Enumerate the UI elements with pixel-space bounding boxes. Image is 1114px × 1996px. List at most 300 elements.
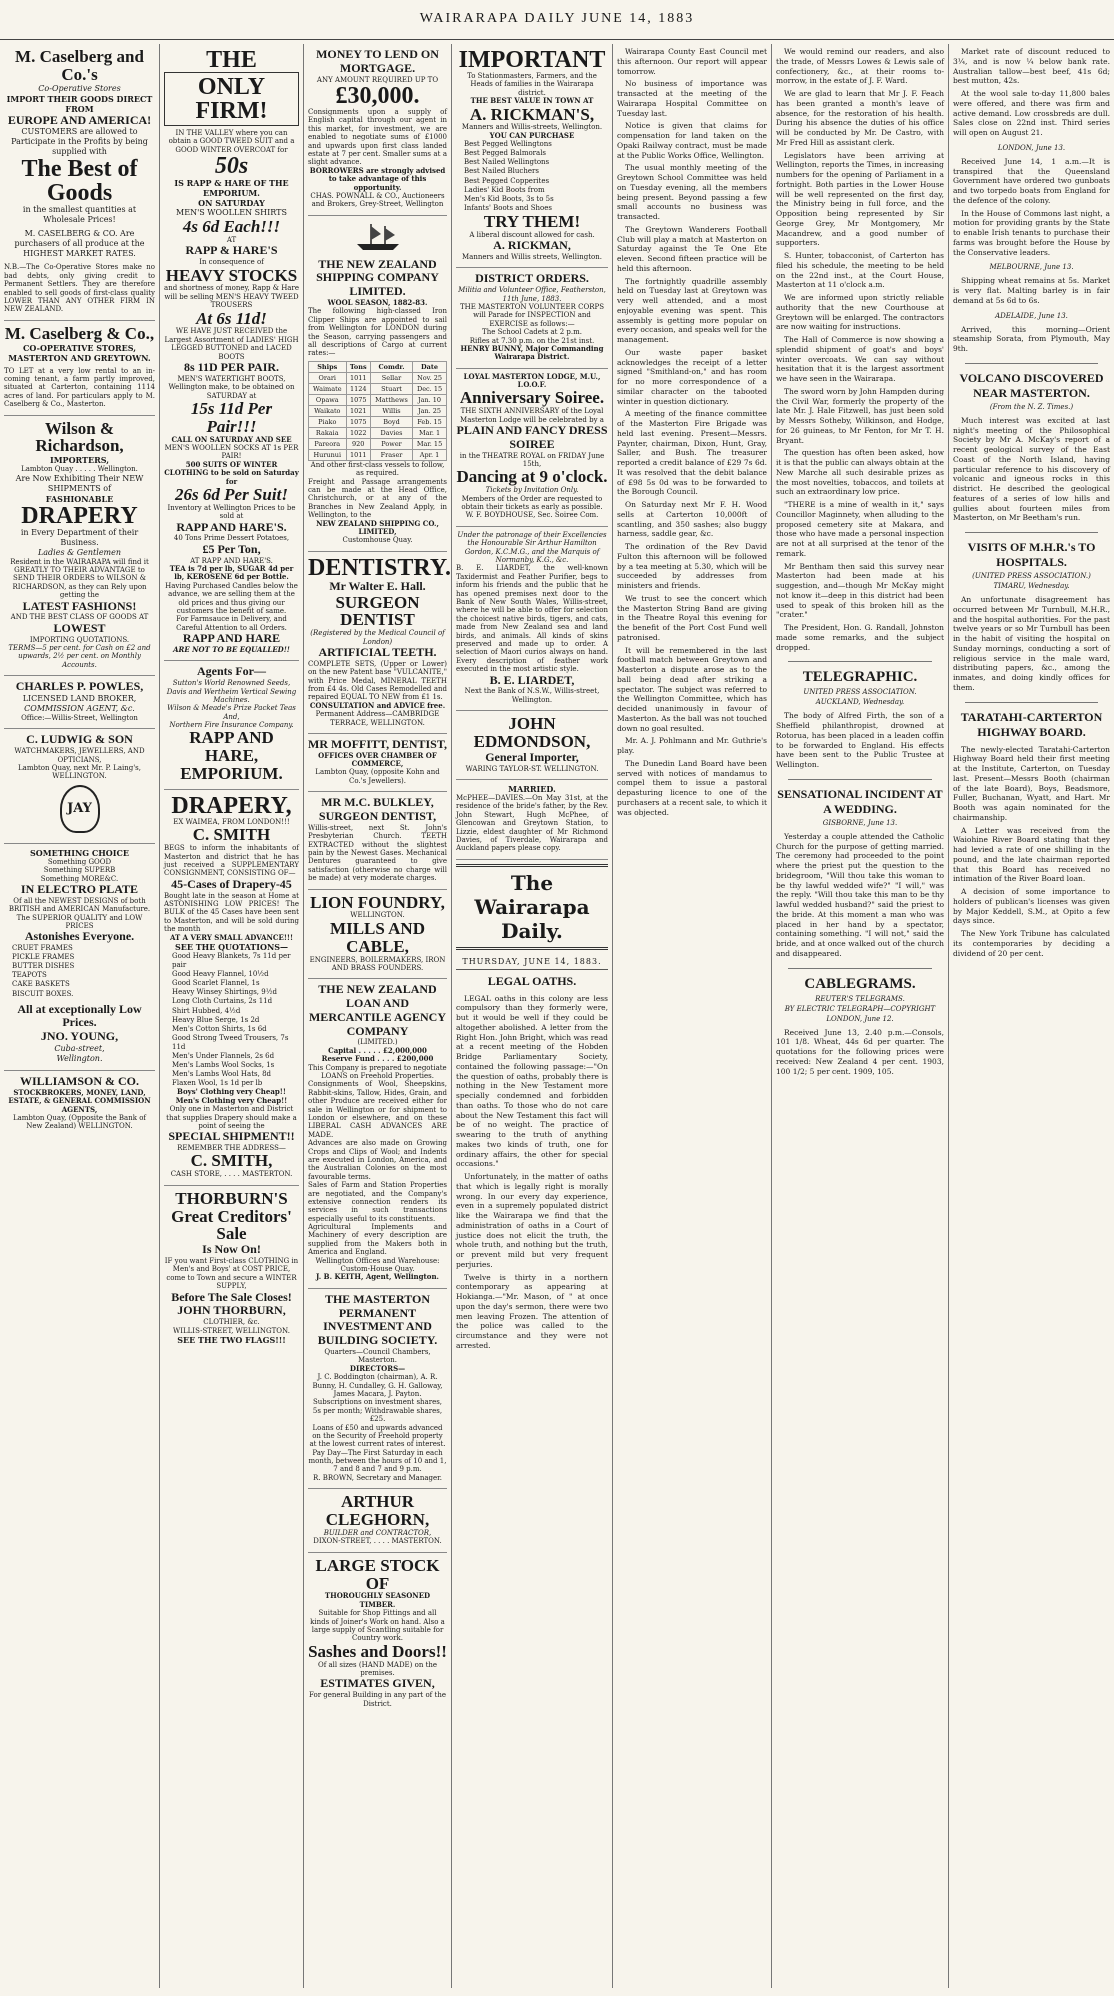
table-row <box>309 372 447 383</box>
shipping-title: THE NEW ZEALAND SHIPPING COMPANY LIMITED. <box>316 256 439 299</box>
rapp-consequence: In consequence of <box>199 258 264 267</box>
divider <box>965 532 1098 533</box>
table-cell: Power <box>370 438 412 449</box>
rapp-heavy: HEAVY STOCKS <box>165 265 298 285</box>
young-items-list <box>4 944 155 999</box>
smith-only: Only one in Masterton and District that supplies Drapery should make a point of seeing the <box>166 1105 297 1130</box>
caselberg-agents: M. CASELBERG & CO. Are purchasers of all produce at the HIGHEST MARKET RATES. <box>14 229 145 259</box>
liardet-patronage: Under the patronage of their Excellencies the Honourable Sir Arthur Hamilton Gordon, K.C.M.G., and the Marquis of Normanby, K.G., &c. <box>457 530 607 565</box>
bulkley-title: MR M.C. BULKLEY, <box>321 795 434 810</box>
table-cell: Mar. 1 <box>413 427 447 438</box>
column-2 <box>160 44 304 1988</box>
williamson-sub: STOCKBROKERS, MONEY, LAND, ESTATE, & GENERAL COMMISSION AGENTS, <box>8 1087 151 1114</box>
moffitt-addr: Lambton Quay, (opposite Kohn and Co.'s Jewellers). <box>315 768 440 785</box>
telegraphic-body-wrap <box>776 708 944 776</box>
ludwig-addr: Lambton Quay, next Mr. P. Laing's, WELLINGTON. <box>18 763 141 781</box>
caselberg2-places: MASTERTON AND GREYTOWN. <box>8 352 151 363</box>
news-paragraph: The Dunedin Land Board have been served with notices of mandamus to compel them to issue a pastoral depasturing licence to one of the purchasers at a recent sale, to which it was objected. <box>617 758 767 817</box>
thorburn-name: JOHN THORBURN, <box>177 1303 286 1318</box>
money-firm: CHAS. POWNALL & CO., Auctioneers and Brokers, Grey-Street, Wellington <box>310 191 445 209</box>
news-paragraph: We are glad to learn that Mr J. F. Feach has been granted a month's leave of absence, for the restoration of his health. During his absence the duties of his office will be conducted by Mr. De Castro, with Mr Fred Hill as assistant clerk. <box>776 89 944 147</box>
wilson-body: Resident in the WAIRARAPA will find it GREATLY TO THEIR ADVANTAGE to SEND THEIR ORDERS to WILSON & RICHARDSON, as they can Rely upon getting the <box>10 557 149 600</box>
society-loans: Loans of £50 and upwards advanced on the Security of Freehold property at the lowest current rates of interest. <box>309 1423 446 1449</box>
lodge-plain: PLAIN AND FANCY DRESS SOIREE <box>456 423 608 451</box>
moffitt-offices: OFFICES OVER CHAMBER OF COMMERCE, <box>318 750 437 769</box>
news-paragraph: Received June 14, 1 a.m.—It is transpired that the Queensland Government have ordered two gunboats and two torpedo boats from England for the defence of the colony. <box>953 156 1110 205</box>
news-paragraph: A meeting of the finance committee of the Masterton Fire Brigade was held last evening. Present—Messrs. Paynter, chairman, Dixon, Hunt, Gray, Saller, and Bush. The treasurer reported a credit balance of £29 7s 6d. It was resolved that the debit balance of £98 5s 0d was to be forwarded to the Borough Council. <box>617 409 767 497</box>
married-notice <box>456 780 608 860</box>
rickman-can: YOU CAN PURCHASE <box>489 130 575 140</box>
news-paragraph: We are informed upon strictly reliable authority that the new Courthouse at Greytown will be enlarged. The contractors are now waiting for instructions. <box>776 293 944 332</box>
legal-oaths-head: LEGAL OATHS. <box>487 973 577 988</box>
rapp-name-2: RAPP AND HARE'S. <box>176 519 287 534</box>
news-paragraph: The usual monthly meeting of the Greytown School Committee was held on Tuesday evening, all the members being present. Beyond passing a few small accounts no business was transacted. <box>617 163 767 221</box>
local-news-body <box>617 44 767 823</box>
dentistry-body: COMPLETE SETS, (Upper or Lower) on the new Patent base "VULCANITE," with Price Medal, MINERAL TEETH from £4 4s. Old Cases Remodelled and repaired EQUAL TO NEW from £1 1s. <box>308 659 447 702</box>
shipping-ad <box>308 216 447 552</box>
table-cell: Sellar <box>370 372 412 383</box>
lion-engineers: ENGINEERS, BOILERMAKERS, IRON AND BRASS FOUNDERS. <box>309 955 446 972</box>
table-cell: Willis <box>370 405 412 416</box>
bulkley-body: Willis-street, next St. John's Presbyterian Church. TEETH EXTRACTED without the slightest pain by the Newest Gases. Mechanical Dentures guaranteed to give satisfaction (otherwise no charge will be made) at very moderate charges. <box>308 823 447 883</box>
society-names: J. C. Boddington (chairman), A. R. Bunny, H. Cundalley, G. H. Galloway, James Macara, J. Payton. <box>312 1373 443 1398</box>
young-name: JNO. YOUNG, <box>40 1029 119 1044</box>
rapp-saturday: ON SATURDAY <box>198 198 265 209</box>
table-cell: Piako <box>309 416 347 427</box>
caselberg-europe: EUROPE AND AMERICA! <box>7 112 152 127</box>
cablegrams-body: Received June 13, 2.40 p.m.—Consols, 101 1/8. Wheat, 44s 6d per quarter. The quotations for the following prices were received: New Zealand 4 per cent. 1903, 100 1/2; 5 per cent. 1909, 105. <box>776 1027 944 1076</box>
news-paragraph: The question has often been asked, how it is that the public can always obtain at the New Marche all such desirable prizes as the most novelties, tobaccos, and toilets at such an extraordinary low price. <box>776 448 944 497</box>
rapp-mens-price: 15s 11d Per Pair!!! <box>190 398 273 436</box>
cablegrams-sub: REUTER'S TELEGRAMS. <box>815 994 905 1003</box>
rapp-heavy-body: and shortness of money, Rapp & Hare will be selling MEN'S HEAVY TWEED TROUSERS <box>164 284 299 310</box>
moffitt-ad <box>308 734 447 792</box>
loan-offices: Wellington Offices and Warehouse: Custom-House Quay. <box>315 1256 440 1274</box>
society-sec: R. BROWN, Secretary and Manager. <box>313 1473 442 1482</box>
dentistry-artificial: ARTIFICIAL TEETH. <box>318 644 437 659</box>
young-electro: IN ELECTRO PLATE <box>20 881 139 896</box>
taratahi-body <box>953 742 1110 965</box>
rapp-woollen: MEN'S WOOLLEN SHIRTS <box>176 208 287 218</box>
table-cell: Rakaia <box>309 427 347 438</box>
sensational-place: GISBORNE, June 13. <box>822 818 898 827</box>
telegraphic-head: TELEGRAPHIC. <box>802 669 918 686</box>
shipping-body: The following high-classed Iron Clipper Ships are appointed to sail from Wellington for LONDON during the Season, carrying passengers and all descriptions of Cargo at current rates:— <box>308 307 447 358</box>
young-good: Something GOOD <box>47 857 112 866</box>
list-item: Heavy Blue Serge, 1s 2d <box>172 1015 260 1024</box>
cablegrams-copy: BY ELECTRIC TELEGRAPH—COPYRIGHT <box>784 1004 936 1013</box>
liardet-name: B. E. LIARDET, <box>489 672 575 687</box>
table-cell: Fraser <box>370 449 412 460</box>
news-paragraph: The Hall of Commerce is now showing a splendid shipment of goat's and boys' winter overcoats. We can say without hesitation that it is the largest assortment we have seen in the Wairarapa. <box>776 335 944 383</box>
wilson-addr: Lambton Quay . . . . . Wellington. <box>21 465 138 474</box>
news-paragraph: The fortnightly quadrille assembly held on Tuesday last at Greytown was very well attended, and a most enjoyable evening was spent. This assembly is getting more popular on every occasion, and speaks well for the management. <box>617 276 767 344</box>
table-cell: Waimate <box>309 383 347 394</box>
table-cell: Matthews <box>370 394 412 405</box>
table-cell: Orari <box>309 372 347 383</box>
paper-date: THURSDAY, JUNE 14, 1883. <box>456 954 608 970</box>
rickman-addr: Manners and Willis-streets, Wellington. <box>461 123 603 132</box>
adelaide-dateline: ADELAIDE, June 13. <box>995 311 1068 320</box>
smith-special: SPECIAL SHIPMENT!! <box>168 1129 295 1144</box>
news-paragraph: The newly-elected Taratahi-Carterton Highway Board held their first meeting at the Institute, Carterton, on Tuesday last. Present—Messrs Booth (chairman of the late Board), Boys, Beadsmore, Fuller, Buchanan, Wyatt, and Hart. Mr Booth was again nominated for the chairmanship. <box>953 744 1110 822</box>
caselberg-best: The Best of Goods <box>21 156 138 207</box>
news-paragraph: We would remind our readers, and also the trade, of Messrs Lowes & Lewis sale of confectionery, &c., at their rooms to-morrow, in the estate of J. F. Ward. <box>776 47 944 86</box>
rickman-best: THE BEST VALUE IN TOWN AT <box>470 96 594 106</box>
building-society-ad <box>308 1289 447 1489</box>
timber-general: For general Building in any part of the District. <box>309 1691 446 1708</box>
rapp-socks: MEN'S WOOLLEN SOCKS AT 1s PER PAIR! <box>164 444 299 461</box>
rapp-hare-ad <box>164 44 299 661</box>
table-header-cell: Ships <box>309 361 347 372</box>
volcano-body <box>953 413 1110 529</box>
shipping-other: And other first-class vessels to follow, as required. <box>310 460 445 478</box>
caselberg-ad <box>4 44 155 321</box>
caselberg-prices: in the smallest quantities at Wholesale Prices! <box>22 205 137 225</box>
thorburn-creditors: Great Creditors' Sale <box>171 1206 292 1244</box>
smith-body: BEGS to inform the inhabitants of Masterton and district that he has just received a SUPPLEMENTARY CONSIGNMENT, CONSISTING OF— <box>164 844 299 878</box>
rapp-woollen-price: 4s 6d Each!!! <box>182 217 281 237</box>
loan-title: THE NEW ZEALAND LOAN AND MERCANTILE AGENCY COMPANY <box>308 982 446 1038</box>
lodge-ad <box>456 369 608 527</box>
agents-title: Agents For— <box>197 664 266 679</box>
moffitt-title: MR MOFFITT, DENTIST, <box>308 736 447 751</box>
cleghorn-sub: BUILDER and CONTRACTOR, <box>323 1528 432 1537</box>
divider <box>965 702 1098 703</box>
table-row <box>309 438 447 449</box>
rapp-only: ONLY FIRM! <box>164 72 299 126</box>
table-row <box>309 449 447 460</box>
loan-sales: Sales of Farm and Station Properties are negotiated, and the Company's extensive connection renders its services in such transactions especially useful to its constituents. <box>308 1181 447 1223</box>
rapp-agents-ad <box>164 661 299 790</box>
thorburn-flags: SEE THE TWO FLAGS!!! <box>177 1334 286 1345</box>
young-body: Of all the NEWEST DESIGNS of both BRITISH and AMERICAN Manufacture. The SUPERIOR QUALITY and LOW PRICES <box>8 896 151 930</box>
shipping-wool: WOOL SEASON, 1882-83. <box>327 298 428 308</box>
table-cell: Davies <box>370 427 412 438</box>
cleghorn-addr: DIXON-STREET, . . . . MASTERTON. <box>313 1537 442 1546</box>
list-item: Men's Cotton Shirts, 1s 6d <box>172 1024 267 1033</box>
table-cell: Apr. 1 <box>413 449 447 460</box>
wilson-best: AND THE BEST CLASS OF GOODS AT <box>10 613 149 622</box>
masthead <box>0 0 1114 40</box>
smith-items-list <box>164 952 299 1088</box>
rickman-try: TRY THEM! <box>483 211 581 231</box>
divider <box>788 968 932 969</box>
young-astonish: Astonishes Everyone. <box>24 929 135 944</box>
district-title: DISTRICT ORDERS. <box>475 271 589 286</box>
list-item: Best Nailed Wellingtons <box>464 158 550 167</box>
caselberg-import: IMPORT THEIR GOODS DIRECT FROM <box>6 93 153 114</box>
shipping-table <box>308 361 447 461</box>
divider <box>788 779 932 780</box>
visits-body <box>953 592 1110 699</box>
wilson-importing: IMPORTING QUOTATIONS. <box>29 635 130 644</box>
news-paragraph: No business of importance was transacted at the meeting of the Wairarapa Hospital Committee on Tuesday last. <box>617 79 767 118</box>
table-cell: Jan. 10 <box>413 394 447 405</box>
shipping-table-head <box>309 361 447 372</box>
wilson-every: in Every Department of their Business. <box>20 527 139 547</box>
loan-prepared: This Company is prepared to negotiate LOANS on Freehold Properties. <box>308 1063 447 1081</box>
list-item: CAKE BASKETS <box>12 980 70 989</box>
divider <box>965 363 1098 364</box>
thorburn-before: Before The Sale Closes! <box>171 1289 292 1304</box>
young-something: SOMETHING CHOICE <box>30 847 129 858</box>
list-item: Men's Kid Boots, 3s to 5s <box>464 194 554 203</box>
smith-cases: 45-Cases of Drapery-45 <box>171 876 292 891</box>
wilson-fashion: FASHIONABLE <box>45 493 114 504</box>
smith-mens: Men's Clothing very Cheap!! <box>175 1095 288 1105</box>
table-cell: 1124 <box>346 383 370 394</box>
lodge-title: LOYAL MASTERTON LODGE, M.U., I.O.O.F. <box>463 371 601 390</box>
list-item: Men's Lambs Wool Hats, 8d <box>172 1070 271 1079</box>
table-cell: Waikato <box>309 405 347 416</box>
rickman-name: A. RICKMAN'S, <box>469 104 595 124</box>
table-row <box>309 427 447 438</box>
dentistry-ad <box>308 552 451 734</box>
agents-rapp: RAPP AND HARE, <box>189 728 274 766</box>
column-3 <box>304 44 452 1988</box>
smith-ad <box>164 790 299 1186</box>
society-pay: Pay Day—The First Saturday in each month, between the hours of 10 and 1, 7 and 8 and 7 and 9 p.m. <box>308 1448 447 1474</box>
timber-estimates: ESTIMATES GIVEN, <box>320 1676 435 1691</box>
bulkley-ad <box>308 792 447 889</box>
rickman-sig-addr: Manners and Willis streets, Wellington. <box>461 252 603 261</box>
list-item: BISCUIT BOXES. <box>12 989 74 998</box>
timber-body: Suitable for Shop Fittings and all kinds of Joiner's Work on hand. Also a large supply of Scantling suitable for Country work. <box>310 1609 445 1643</box>
news-paragraph: Wairarapa County East Council met this afternoon. Our report will appear tomorrow. <box>617 47 767 76</box>
society-directors: DIRECTORS— <box>349 1363 406 1373</box>
lodge-soiree: Anniversary Soiree. <box>459 388 605 408</box>
smith-ex: EX WAIMEA, FROM LONDON!!! <box>173 818 290 826</box>
list-item: Good Strong Tweed Trousers, 7s 11d <box>172 1033 289 1051</box>
news-paragraph: Notice is given that claims for compensation for land taken on the Opaki Railway contract, must be made at the Public Works Office, Wellington. <box>617 121 767 160</box>
young-street: Cuba-street, <box>54 1044 105 1054</box>
news-paragraph: The New York Tribune has calculated its contemporaries by deciding a dividend of 20 per cent. <box>953 929 1110 958</box>
lodge-dancing: Dancing at 9 o'clock. <box>456 467 608 487</box>
news-paragraph: Market rate of discount reduced to 3¼, and is now ¼ below bank rate. Australian tallow—best beef, 41s 6d; best mutton, 42s. <box>953 47 1110 86</box>
rapp-suits: 500 SUITS OF WINTER CLOTHING to be sold on Saturday for <box>164 459 299 486</box>
lion-ad <box>308 890 447 980</box>
table-cell: Dec. 15 <box>413 383 447 394</box>
williamson-title: WILLIAMSON & CO. <box>19 1074 139 1089</box>
news-paragraph: Our waste paper basket acknowledges the receipt of a letter signed "Smithland-on," and has room for no more correspondence of a similar character on the tabooted winter in question dictionary. <box>617 347 767 406</box>
table-cell: Jan. 25 <box>413 405 447 416</box>
edmondson-addr: WARING TAYLOR-ST. WELLINGTON. <box>465 764 599 773</box>
society-title: THE MASTERTON PERMANENT INVESTMENT AND BUILDING SOCIETY. <box>317 1291 438 1348</box>
money-borrowers: BORROWERS are strongly advised to take advantage of this opportunity. <box>309 165 446 192</box>
list-item: Best Pegged Balmorals <box>464 149 547 158</box>
lodge-body: THE SIXTH ANNIVERSARY of the Loyal Masterton Lodge will be celebrated by a <box>460 407 604 424</box>
agents-northern: Northern Fire Insurance Company. <box>169 721 294 730</box>
sensational-body-wrap <box>776 829 944 965</box>
wilson-ladies: Ladies & Gentlemen <box>37 547 122 557</box>
young-all: All at exceptionally Low Prices. <box>17 1001 142 1030</box>
money-amount: £30,000. <box>335 82 420 109</box>
wilson-terms: TERMS—5 per cent. for Cash on £2 and upwards, 2½ per cent. on Monthly Accounts. <box>8 644 151 669</box>
rapp-name-3: AT RAPP AND HARE'S. <box>190 556 273 565</box>
shipping-freight: Freight and Passage arrangements can be made at the Head Office, Christchurch, or at any of the Branches in New Zealand Apply, in Wellington, to the <box>308 477 447 520</box>
ludwig-sub: WATCHMAKERS, JEWELLERS, AND OPTICIANS, <box>14 747 145 764</box>
table-cell: Nov. 25 <box>413 372 447 383</box>
wilson-ad <box>4 416 155 677</box>
paper-nameplate: The Wairarapa Daily. <box>456 864 608 950</box>
williamson-addr: Lambton Quay, (Opposite the Bank of New Zealand) WELLINGTON. <box>12 1114 147 1131</box>
loan-reserve: Reserve Fund . . . . £200,000 <box>321 1054 434 1064</box>
list-item: PICKLE FRAMES <box>12 953 75 962</box>
news-paragraph: S. Hunter, tobacconist, of Carterton has filed his schedule, the meeting to be held on the 22nd inst., at the Court House, Masterton at 11 o'clock a.m. <box>776 251 944 290</box>
rapp-at: AT <box>226 236 237 245</box>
rapp-purchased: Having Purchased Candles below the advance, we are selling them at the old prices and thus giving our customers the benefit of same. <box>165 581 298 615</box>
adelaide-news <box>953 322 1110 360</box>
smith-name: C. SMITH <box>192 825 271 845</box>
liardet-body: B. E. LIARDET, the well-known Taxidermist and Feather Purifier, begs to inform his friends and the public that he has opened premises next door to the Bank of New South Wales, Willis-street, where he will be able to offer for selection the choicest native birds, tigers, and cats, made from New Zealand sea and land birds, and animals. All kinds of skins preserved and made up to order. A selection of Maori curios always on hand. Every description of feather work executed in the most artistic style. <box>456 564 608 674</box>
news-paragraph: In the House of Commons last night, a motion for providing grants by the State to enable Irish tenants to purchase their farms was brought before the House by the Conservative leaders. <box>953 208 1110 257</box>
news-body <box>776 44 944 658</box>
rickman-to: To Stationmasters, Farmers, and the Heads of families in the Wairarapa district. <box>467 72 597 97</box>
rapp-call: CALL ON SATURDAY AND SEE <box>171 434 292 444</box>
caselberg2-sub: CO-OPERATIVE STORES, <box>23 342 136 353</box>
telegraphic-place: AUCKLAND, Wednesday. <box>815 698 905 707</box>
lodge-in: in the THEATRE ROYAL on FRIDAY June 15th, <box>459 451 605 469</box>
cablegrams-head: CABLEGRAMS. <box>804 975 916 992</box>
caselberg2-body: TO LET at a very low rental to an in-coming tenant, a farm partly improved, situated at Carterton, containing 1114 acres of land. For particulars apply to M. Caselberg & Co., Masterton. <box>4 366 155 409</box>
cleghorn-ad <box>308 1489 447 1552</box>
column-1 <box>0 44 160 1988</box>
thorburn-addr: WILLIS-STREET, WELLINGTON. <box>173 1326 290 1335</box>
news-paragraph: Much interest was excited at last night's meeting of the Philosophical Society by Mr A. McKay's report of a recent geological survey of the East Coast of the North Island, having particular reference to his discovery of volcanic and igneous rocks in this district. He described the geological features of a series of low hills and gullies about fourteen miles from Masterton, on Mr Beetham's run. <box>953 415 1110 523</box>
ludwig-ad <box>4 729 155 843</box>
district-sig: HENRY BUNNY, Major Commanding Wairarapa District. <box>460 343 604 362</box>
loan-consignments: Consignments of Wool, Sheepskins, Rabbit-skins, Tallow, Hides, Grain, and other Produce are received either for sale in Wellington or for shipment to London or elsewhere, and on these LIBERAL CASH ADVANCES ARE MADE. <box>308 1080 447 1139</box>
young-city: Wellington. <box>56 1054 103 1064</box>
news-paragraph: We trust to see the concert which the Masterton String Band are giving in the Theatre Royal this evening for the benefit of the Port Cost Fund well patronised. <box>617 593 767 642</box>
telegraphic-body: The body of Alfred Firth, the son of a Sheffield philanthropist, drowned at Rotorua, has been placed in a leaden coffin to be forwarded to England. His effects have been sent to the Public Trustee at Wellington. <box>776 711 944 769</box>
rapp-firm: IS RAPP & HARE OF THE EMPORIUM. <box>174 178 289 199</box>
rickman-ad <box>456 44 608 268</box>
district-rifles: Rifles at 7.30 p.m. on the 21st inst. <box>469 336 595 345</box>
list-item: Ladies' Kid Boots from <box>464 185 545 194</box>
table-cell: Hurunui <box>309 449 347 460</box>
list-item: Best Nailed Bluchers <box>464 167 539 176</box>
table-cell: 1075 <box>346 394 370 405</box>
table-row <box>309 405 447 416</box>
table-cell: Boyd <box>370 416 412 427</box>
rapp-body: IN THE VALLEY where you can obtain a GOOD TWEED SUIT and a GOOD WINTER OVERCOAT for <box>168 129 295 154</box>
wilson-sub: IMPORTERS, <box>49 455 110 466</box>
married-body: McPHEE—DAVIES.—On May 31st, at the residence of the bride's father, by the Rev. John Stewart, Hugh McPhee, of Glencowan and Greytown Station, to Lizzie, eldest daughter of Mr Richmond Davies, of Tiverdale, Wairarapa and Auckland papers please copy. <box>456 793 608 853</box>
table-cell: 1022 <box>346 427 370 438</box>
news-paragraph: A decision of some importance to holders of publican's licenses was given by Major Keddell, S.M., at Opito a few days since. <box>953 887 1110 926</box>
wilson-latest: LATEST FASHIONS! <box>22 598 137 613</box>
timber-all: Of all sizes (HAND MADE) on the premises. <box>317 1660 438 1677</box>
table-cell: 920 <box>346 438 370 449</box>
news-paragraph: It will be remembered in the last football match between Greytown and Masterton a dispute arose as to the ball being dead after striking a spectator. The subject was referred to the Wellington Committee, which has decided unanimously in favour of Masterton. As the ball was not touched down no goal resulted. <box>617 645 767 733</box>
loan-advances: Advances are also made on Growing Crops and Clips of Wool; and Indents are executed in London, America, and the Australian Colonies on the most favourable terms. <box>308 1139 447 1181</box>
wilson-lowest: LOWEST <box>53 620 106 635</box>
district-body: THE MASTERTON VOLUNTEER CORPS will Parade for INSPECTION and EXERCISE as follows:— <box>459 302 605 328</box>
visits-place: TIMARU, Wednesday. <box>993 582 1070 590</box>
list-item: Good Heavy Blankets, 7s 11d per pair <box>172 951 291 970</box>
table-cell: 1011 <box>346 372 370 383</box>
rapp-ladies: WE HAVE JUST RECEIVED the Largest Assortment of LADIES' HIGH LEGGED BUTTONED and LACED BOOTS <box>164 327 299 361</box>
rickman-liberal: A liberal discount allowed for cash. <box>469 230 595 239</box>
rapp-farmers: For Farmsauce in Delivery, and Careful Attention to all Orders. <box>176 615 287 632</box>
table-header-cell: Date <box>413 361 447 372</box>
powles-sub: LICENSED LAND BROKER, <box>22 694 137 703</box>
shipping-quay: Customhouse Quay. <box>342 536 413 545</box>
volcano-head: VOLCANO DISCOVERED NEAR MASTERTON. <box>959 370 1104 400</box>
list-item: Heavy Winsey Shirtings, 9½d <box>172 988 277 997</box>
smith-see: SEE THE QUOTATIONS— <box>174 941 289 952</box>
news-paragraph: "THERE is a mine of wealth in it," says Councillor Maginnety, when alluding to the proposed cemetery site at Makara, and those who have made a personal inspection are not at all surprised at the tenor of the remark. <box>776 500 944 558</box>
powles-title: CHARLES P. POWLES, <box>15 679 144 694</box>
news-paragraph: At the wool sale to-day 11,800 bales were offered, and there was firm and active demand. Low crossbreds are dull. Sales close on 22nd inst. Third series will open on August 21. <box>953 89 1110 137</box>
news-paragraph: The President, Hon. G. Randall, Johnston made some remarks, and the subject dropped. <box>776 623 944 652</box>
smith-very: AT A VERY SMALL ADVANCE!!! <box>169 932 294 942</box>
lodge-tickets: Tickets by Invitation Only. <box>485 486 579 495</box>
dentistry-addr: Permanent Address—CAMBRIDGE TERRACE, WELLINGTON. <box>315 710 440 727</box>
society-subs: Subscriptions on investment shares, 5s per month; Withdrawable shares, £25. <box>312 1398 443 1424</box>
table-cell: Pareora <box>309 438 347 449</box>
rickman-sig: A. RICKMAN, <box>493 238 571 253</box>
lodge-sec: W. F. BOYDHOUSE, Sec. Soiree Com. <box>465 511 599 520</box>
money-any: ANY AMOUNT REQUIRED UP TO <box>316 75 439 84</box>
table-cell: Feb. 15 <box>413 416 447 427</box>
smith-boys: Boys' Clothing very Cheap!! <box>177 1087 286 1097</box>
timber-seasoned: THOROUGHLY SEASONED TIMBER. <box>324 1591 431 1609</box>
money-body: Consignments upon a supply of English capital through our agent in this market, for investment, we are enabled to negotiate sums of £1000 and upwards upon first class landed estate at 7 per cent. Smaller sums at a slight advance. <box>308 107 447 167</box>
rapp-trousers-price: At 6s 11d! <box>196 308 267 328</box>
column-5 <box>613 44 772 1988</box>
melbourne-news <box>953 273 1110 311</box>
lion-title: LION FOUNDRY, <box>310 892 445 912</box>
cablegrams-place: LONDON, June 12. <box>826 1014 894 1023</box>
table-cell: Opawa <box>309 394 347 405</box>
news-paragraph: An unfortunate disagreement has occurred between Mr Turnbull, M.H.R., and the hospital authorities. For the past twelve years or so Mr Turnbull has been in the habit of visiting the hospital on Sunday mornings, conducting a sort of religious service in the male ward, distributing papers, &c., among the inmates, and doing kindly offices for them. <box>953 595 1110 692</box>
timber-sashes: Sashes and Doors!! <box>308 1641 447 1661</box>
rickman-important: IMPORTANT <box>458 47 606 73</box>
society-quarters: Quarters—Council Chambers, Masterton. <box>324 1347 431 1365</box>
rapp-potato-price: £5 Per Ton, <box>202 541 261 556</box>
news-paragraph: The ordination of the Rev David Fulton this afternoon will be followed by a tea meeting at 5.30, which will be succeeded by addresses from ministers and friends. <box>617 542 767 590</box>
dentistry-consult: CONSULTATION and ADVICE free. <box>309 700 446 710</box>
news-paragraph: Arrived, this morning—Orient steamship Sorata, from Plymouth, May 9th. <box>953 324 1110 353</box>
table-row <box>309 416 447 427</box>
shipping-company: NEW ZEALAND SHIPPING CO., LIMITED, <box>316 518 439 536</box>
caselberg-sub: Co-Operative Stores <box>38 83 121 93</box>
news-paragraph: Unfortunately, in the matter of oaths that which is legally right is morally wrong. In our every day experience, even in a supremely populated district like the Wairarapa we find that the administration of oaths in a Court of justice does not elicit the truth, the whole truth, and nothing but the truth, or prevent mild but very frequent perjuries. <box>456 1172 608 1269</box>
column-4 <box>452 44 613 1988</box>
thorburn-title: THORBURN'S <box>175 1188 288 1208</box>
table-row <box>309 383 447 394</box>
visits-head: VISITS OF M.H.R.'s TO HOSPITALS. <box>967 540 1096 569</box>
rapp-boots-price: 8s 11D PER PAIR. <box>183 360 280 375</box>
edmondson-title: JOHN EDMONDSON, <box>473 714 591 751</box>
rapp-mens: MEN'S WATERTIGHT BOOTS, Wellington make, to be obtained on SATURDAY at <box>168 374 295 400</box>
news-paragraph: Mr. A. J. Pohlmann and Mr. Guthrie's play. <box>617 736 767 755</box>
table-header-cell: Tons <box>346 361 370 372</box>
smith-remember: REMEMBER THE ADDRESS— <box>177 1144 286 1153</box>
list-item: Shirt Hubbed, 4½d <box>172 1006 241 1015</box>
table-cell: Mar. 15 <box>413 438 447 449</box>
loan-capital: Capital . . . . . £2,000,000 <box>328 1045 427 1055</box>
thorburn-clothier: CLOTHIER, &c. <box>203 1318 260 1327</box>
smith-drapery: DRAPERY, <box>171 793 292 819</box>
rapp-equalled: ARE NOT TO BE EQUALLED!! <box>173 644 290 654</box>
cleghorn-title: ARTHUR CLEGHORN, <box>325 1492 430 1530</box>
jay-logo: JAY <box>60 785 100 833</box>
district-orders <box>456 268 608 368</box>
